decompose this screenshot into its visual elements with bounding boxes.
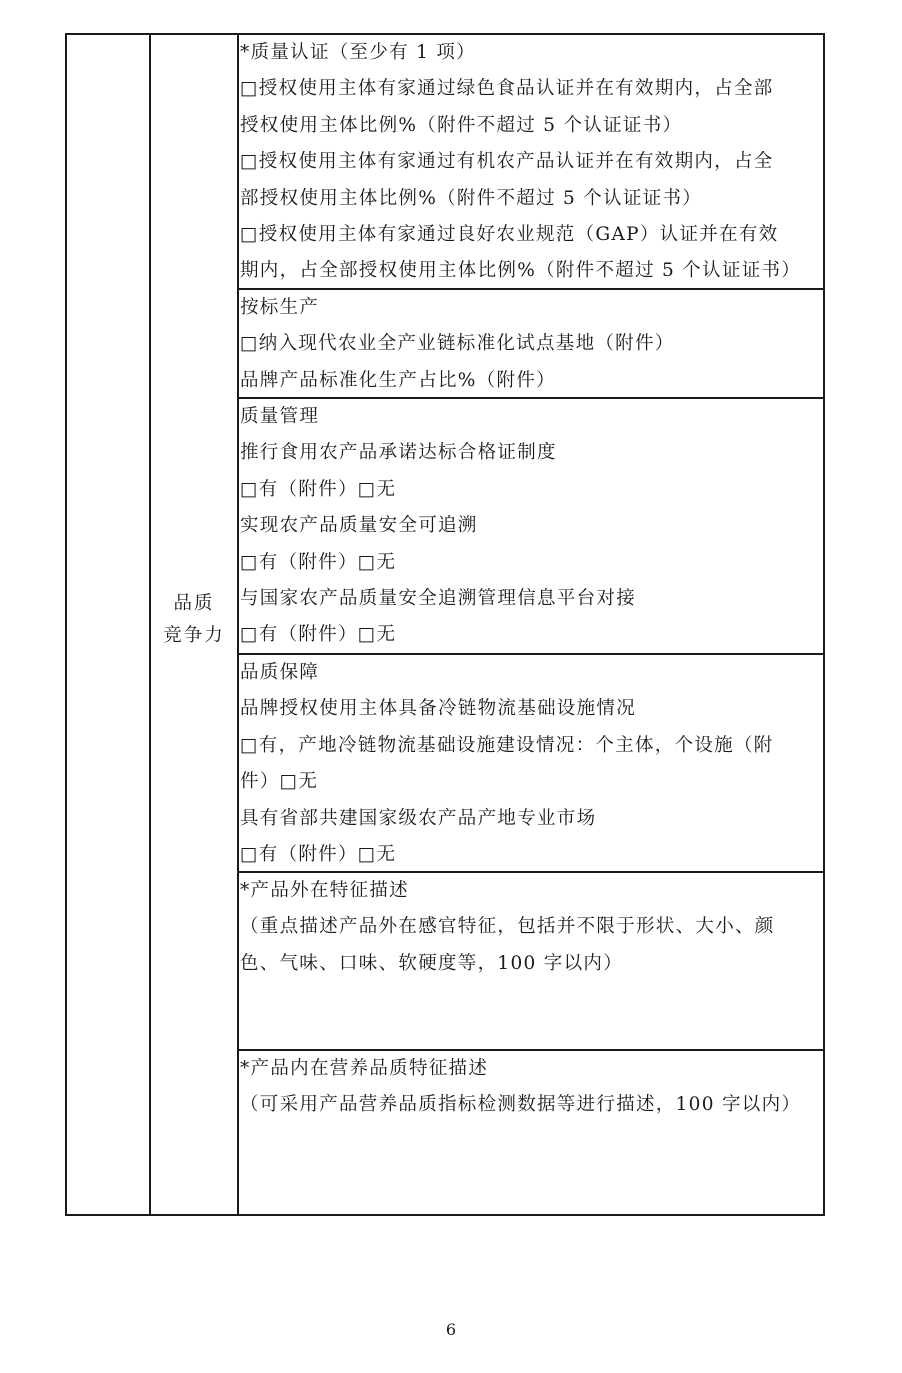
checkbox-option-line[interactable]: □授权使用主体有家通过良好农业规范（GAP）认证并在有效 <box>240 223 779 245</box>
section-internal-nutrition[interactable] <box>240 1051 824 1214</box>
category-label-line: 品质 <box>173 593 215 614</box>
section-quality-management <box>240 399 824 658</box>
section-line: （可采用产品营养品质指标检测数据等进行描述，100 字以内） <box>240 1094 802 1116</box>
section-line: 实现农产品质量安全可追溯 <box>240 515 478 537</box>
section-line: 品质保障 <box>240 662 320 683</box>
section-line: 品牌授权使用主体具备冷链物流基础设施情况 <box>240 698 637 720</box>
section-line: 授权使用主体比例%（附件不超过 5 个认证证书） <box>240 114 683 136</box>
section-line: （重点描述产品外在感官特征，包括并不限于形状、大小、颜 <box>240 916 775 938</box>
checkbox-option-line[interactable]: 件）□无 <box>240 771 319 793</box>
checkbox-option-line[interactable]: □有（附件）□无 <box>240 551 397 573</box>
table-border-bottom <box>65 1214 825 1216</box>
section-line: 部授权使用主体比例%（附件不超过 5 个认证证书） <box>240 187 703 209</box>
section-quality-assurance <box>240 655 824 877</box>
checkbox-option-line[interactable]: □授权使用主体有家通过绿色食品认证并在有效期内，占全部 <box>240 78 774 100</box>
section-line: *产品外在特征描述 <box>240 880 409 901</box>
section-quality-certification <box>240 35 824 294</box>
section-line: 具有省部共建国家级农产品产地专业市场 <box>240 807 597 829</box>
section-standard-production <box>240 290 824 403</box>
category-label <box>150 588 238 652</box>
checkbox-option-line[interactable]: □有（附件）□无 <box>240 478 397 500</box>
section-line: 色、气味、口味、软硬度等，100 字以内） <box>240 952 623 974</box>
checkbox-option-line[interactable]: □授权使用主体有家通过有机农产品认证并在有效期内，占全 <box>240 151 774 173</box>
section-line: 与国家农产品质量安全追溯管理信息平台对接 <box>240 587 637 609</box>
checkbox-option-line[interactable]: □有（附件）□无 <box>240 843 397 865</box>
checkbox-option-line[interactable]: □有，产地冷链物流基础设施建设情况：个主体，个设施（附 <box>240 734 774 756</box>
section-line: 品牌产品标准化生产占比%（附件） <box>240 369 556 391</box>
section-line: 质量管理 <box>240 406 320 427</box>
page-number: 6 <box>445 1320 457 1339</box>
section-line: 推行食用农产品承诺达标合格证制度 <box>240 442 557 464</box>
category-label-line: 竞争力 <box>163 625 225 646</box>
checkbox-option-line[interactable]: □有（附件）□无 <box>240 624 397 646</box>
table-border-left <box>65 33 67 1216</box>
section-line: 按标生产 <box>240 297 320 318</box>
section-line: *质量认证（至少有 1 项） <box>240 42 476 63</box>
section-line: 期内，占全部授权使用主体比例%（附件不超过 5 个认证证书） <box>240 260 802 282</box>
checkbox-option-line[interactable]: □纳入现代农业全产业链标准化试点基地（附件） <box>240 333 675 355</box>
section-external-features[interactable] <box>240 873 824 1049</box>
section-line: *产品内在营养品质特征描述 <box>240 1058 489 1079</box>
